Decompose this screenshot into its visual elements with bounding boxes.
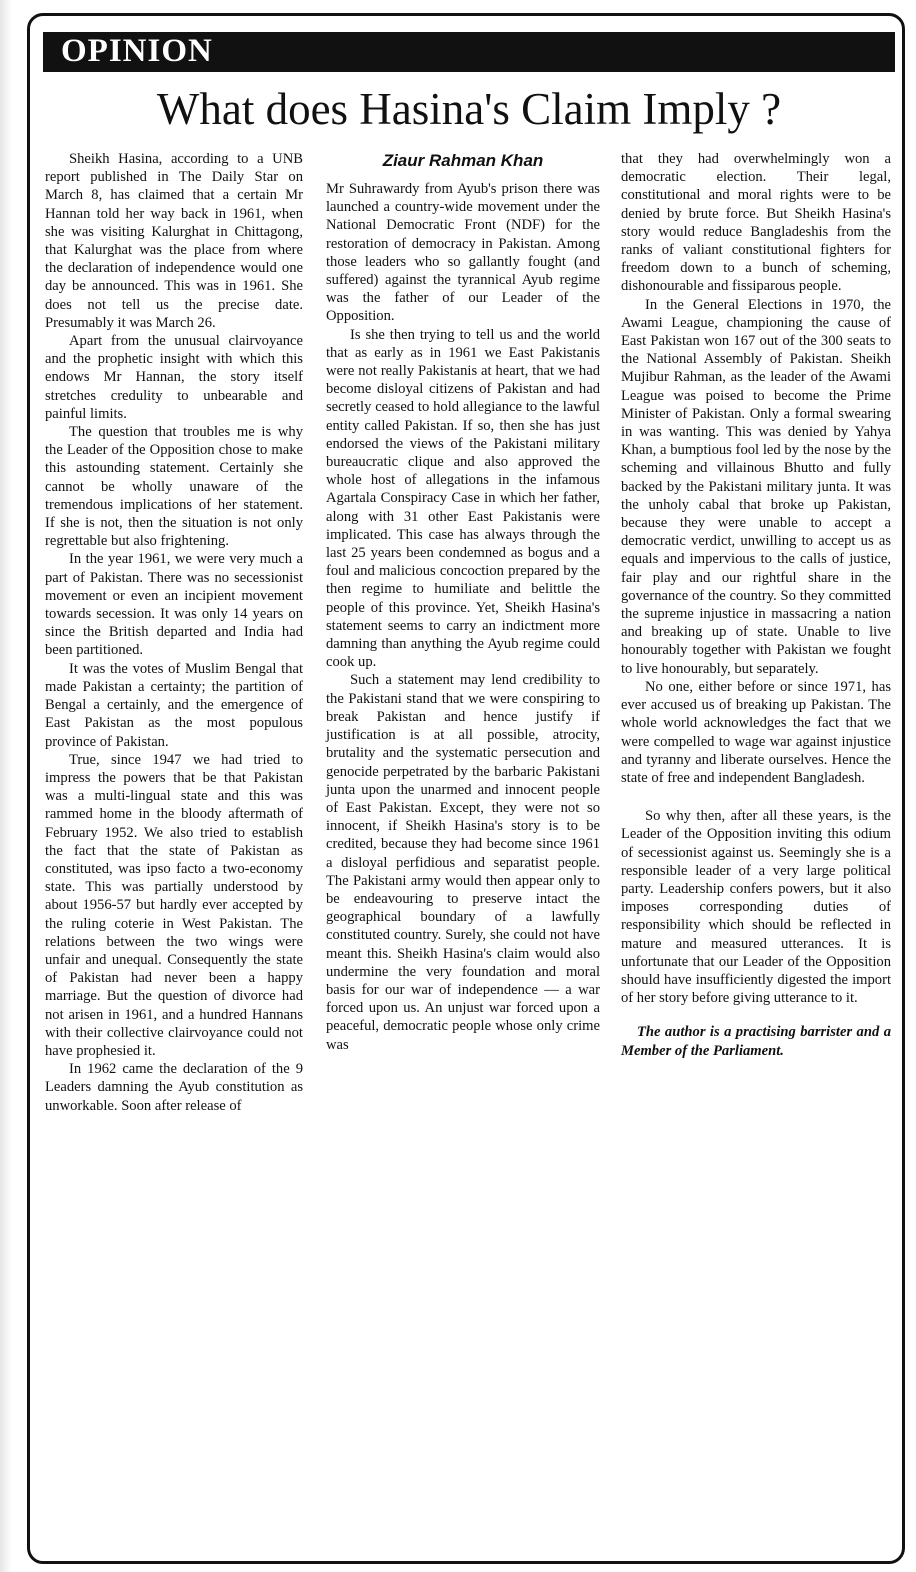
paragraph: True, since 1947 we had tried to impress the powers that be that Pakistan was a multi-lingual state and this was rammed home in the bloody aftermath of February 1952. We also tried to establish the fact that the state of Pakistan as constituted, was ipso facto a two-economy state. This was partially understood by about 1956-57 but hardly ever accepted by the ruling coterie in West Pakistan. The relations between the two wings were unfair and unequal. Consequently the state of Pakistan had never been a happy marriage. But the question of divorce had not arisen in 1961, and a hundred Hannans with their collective clairvoyance could not have prophesied it. [45,751,303,1059]
paragraph: The question that troubles me is why the Leader of the Opposition chose to make this astounding statement. Certainly she cannot be wholly unaware of the tremendous implications of her statement. If she is not, then the situation is not only regrettable but also frightening. [45,424,303,550]
paragraph: Sheikh Hasina, according to a UNB report published in The Daily Star on March 8, has claimed that a certain Mr Hannan told her way back in 1961, when she was visiting Kalurghat in Chittagong, that Kalurghat was the place from where the declaration of independence would one day be announced. This was in 1961. She does not tell us the precise date. Presumably it was March 26. [45,151,303,331]
byline: Ziaur Rahman Khan [382,151,544,170]
column-1 [45,150,303,1115]
paragraph: No one, either before or since 1971, has ever accused us of breaking up Pakistan. The whole world acknowledges the fact that we were compelled to wage war against injustice and tyranny and liberate ourselves. Hence the state of free and independent Bangladesh. [621,678,891,786]
paragraph: So why then, after all these years, is the Leader of the Opposition inviting this odium of secessionist against us. Seemingly she is a responsible leader of a very large political party. Leadership confers powers, but it also imposes corresponding duties of responsibility which should be reflected in mature and measured utterances. It is unfortunate that our Leader of the Opposition should have insufficiently digested the import of her story before giving utterance to it. [621,808,891,1007]
paragraph: It was the votes of Muslim Bengal that made Pakistan a certainty; the partition of Bengal a certainly, and the emergence of East Pakistan as the most populous province of Pakistan. [45,660,303,750]
column-2 [326,150,600,1054]
section-banner [43,32,895,72]
paragraph: Mr Suhrawardy from Ayub's prison there was launched a country-wide movement under the National Democratic Front (NDF) for the restoration of democracy in Pakistan. Among those leaders who so gallantly fought (and suffered) against the tyrannical Ayub regime was the father of our Leader of the Opposition. [326,181,600,325]
column-3 [621,150,891,1060]
paragraph: Is she then trying to tell us and the world that as early as in 1961 we East Pakistanis were not really Pakistanis at heart, that we had become disloyal citizens of Pakistan and had secretly ceased to hold allegiance to the lawful entity called Pakistan. If so, then she has just endorsed the views of the Pakistani military bureaucratic clique and also approved the whole host of allegations in the infamous Agartala Conspiracy Case in which her father, along with 31 other East Pakistanis were implicated. This case has always through the last 25 years been condemned as bogus and a foul and malicious concoction prepared by the then regime to humiliate and belittle the people of this province. Yet, Sheikh Hasina's statement seems to carry an indictment more damning than anything the Ayub regime could cook up. [326,326,600,671]
paragraph: Such a statement may lend credibility to the Pakistani stand that we were conspiring to break Pakistan and hence justify if justification is at all possible, atrocity, brutality and the systematic persecution and genocide perpetrated by the barbaric Pakistani junta upon the unarmed and innocent people of East Pakistan. Except, they were not so innocent, if Sheikh Hasina's story is to be credited, because they had become since 1961 a disloyal perfidious and separatist people. The Pakistani army would then appear only to be endeavouring to preserve intact the geographical boundary of a lawfully constituted country. Surely, she could not have meant this. Sheikh Hasina's claim would also undermine the very foundation and moral basis for our war of independence — a war forced upon us. An unjust war forced upon a peaceful, democratic people whose only crime was [326,672,600,1053]
section-label: OPINION [61,33,213,69]
paragraph: In 1962 came the declaration of the 9 Leaders damning the Ayub constitution as unworkable. Soon after release of [45,1061,303,1114]
author-note: The author is a practising barrister and a Member of the Parliament. [621,1024,891,1059]
headline: What does Hasina's Claim Imply ? [156,84,782,134]
paragraph: In the year 1961, we were very much a part of Pakistan. There was no secessionist movement or even an incipient movement towards secession. It was only 14 years on since the British departed and India had been partitioned. [45,551,303,659]
paragraph: that they had overwhelmingly won a democratic election. Their legal, constitutional and moral rights were to be denied by brute force. But Sheikh Hasina's story would reduce Bangladeshis from the ranks of valiant constitutional fighters for freedom down to a bunch of scheming, dishonourable and fissiparous people. [621,151,891,295]
page-edge [0,0,12,1572]
paragraph: Apart from the unusual clairvoyance and the prophetic insight with which this endows Mr Hannan, the story itself stretches credulity to unbearable and painful limits. [45,333,303,422]
paragraph: In the General Elections in 1970, the Awami League, championing the cause of East Pakistan won 167 out of the 300 seats to the National Assembly of Pakistan. Sheikh Mujibur Rahman, as the leader of the Awami League was poised to become the Prime Minister of Pakistan. Only a formal swearing in was wanting. This was denied by Yahya Khan, a bumptious fool led by the nose by the scheming and villainous Bhutto and fully backed by the Pakistani military junta. It was the unholy cabal that broke up Pakistan, because they were unable to accept a democratic verdict, unwilling to accept us as equals and impervious to the calls of justice, fair play and our rightful share in the governance of the country. So they committed the supreme injustice in massacring a nation and breaking up of state. Unable to live honourably together with Pakistan we fought to live honourably, but separately. [621,296,891,677]
